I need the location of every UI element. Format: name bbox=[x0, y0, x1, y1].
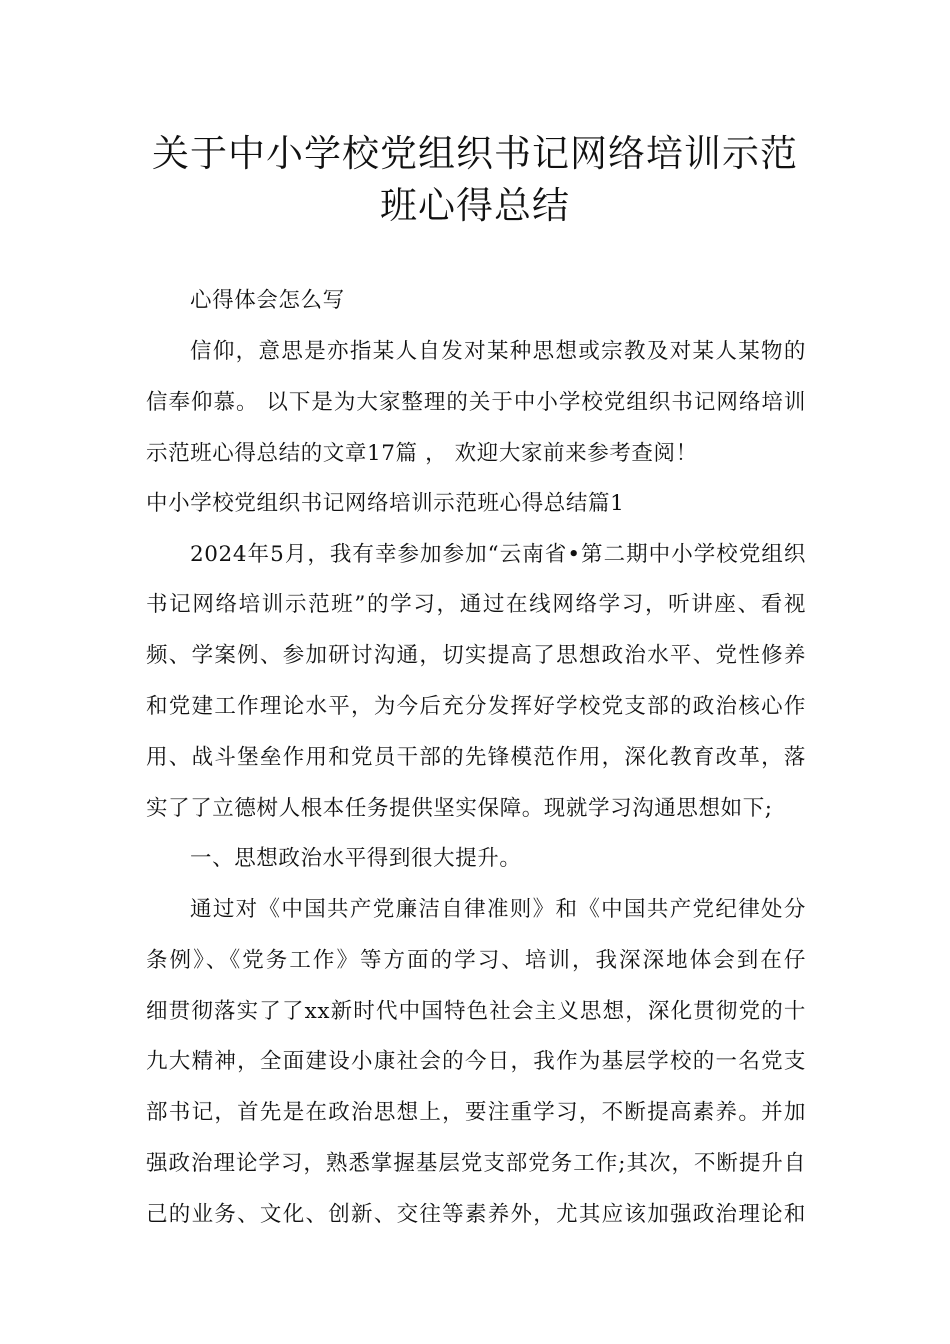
document-title-line-2: 班心得总结 bbox=[380, 184, 570, 227]
subheading: 心得体会怎么写 bbox=[190, 288, 345, 313]
point-heading: 一、思想政治水平得到很大提升。 bbox=[190, 846, 522, 871]
paragraph-line: 九大精神，全面建设小康社会的今日，我作为基层学校的一名党支 bbox=[146, 1049, 806, 1074]
paragraph-line: 部书记，首先是在政治思想上，要注重学习，不断提高素养。并加 bbox=[146, 1100, 806, 1125]
intro-line: 信仰，意思是亦指某人自发对某种思想或宗教及对某人某物的 bbox=[190, 339, 806, 364]
paragraph-line: 实了了立德树人根本任务提供坚实保障。现就学习沟通思想如下; bbox=[146, 796, 773, 821]
paragraph-line: 用、战斗堡垒作用和党员干部的先锋模范作用，深化教育改革，落 bbox=[146, 745, 806, 770]
paragraph-line: 强政治理论学习，熟悉掌握基层党支部党务工作;其次，不断提升自 bbox=[146, 1151, 806, 1176]
paragraph-line: 己的业务、文化、创新、交往等素养外，尤其应该加强政治理论和 bbox=[146, 1202, 806, 1227]
section-title: 中小学校党组织书记网络培训示范班心得总结篇1 bbox=[146, 491, 625, 516]
paragraph-line: 条例》、《党务工作》等方面的学习、培训，我深深地体会到在仔 bbox=[146, 948, 806, 973]
paragraph-line: 细贯彻落实了了xx新时代中国特色社会主义思想，深化贯彻党的十 bbox=[146, 999, 806, 1024]
intro-line: 示范班心得总结的文章17篇 ， 欢迎大家前来参考查阅！ bbox=[146, 441, 698, 466]
paragraph-line: 书记网络培训示范班”的学习，通过在线网络学习，听讲座、看视 bbox=[146, 592, 806, 617]
document-title-line-1: 关于中小学校党组织书记网络培训示范 bbox=[152, 132, 798, 175]
intro-line: 信奉仰慕。 以下是为大家整理的关于中小学校党组织书记网络培训 bbox=[146, 390, 806, 415]
paragraph-line: 频、学案例、参加研讨沟通，切实提高了思想政治水平、党性修养 bbox=[146, 643, 806, 668]
paragraph-line: 和党建工作理论水平，为今后充分发挥好学校党支部的政治核心作 bbox=[146, 694, 806, 719]
paragraph-line: 通过对《中国共产党廉洁自律准则》和《中国共产党纪律处分 bbox=[190, 897, 806, 922]
paragraph-line: 2024年5月，我有幸参加参加“云南省•第二期中小学校党组织 bbox=[190, 542, 806, 567]
